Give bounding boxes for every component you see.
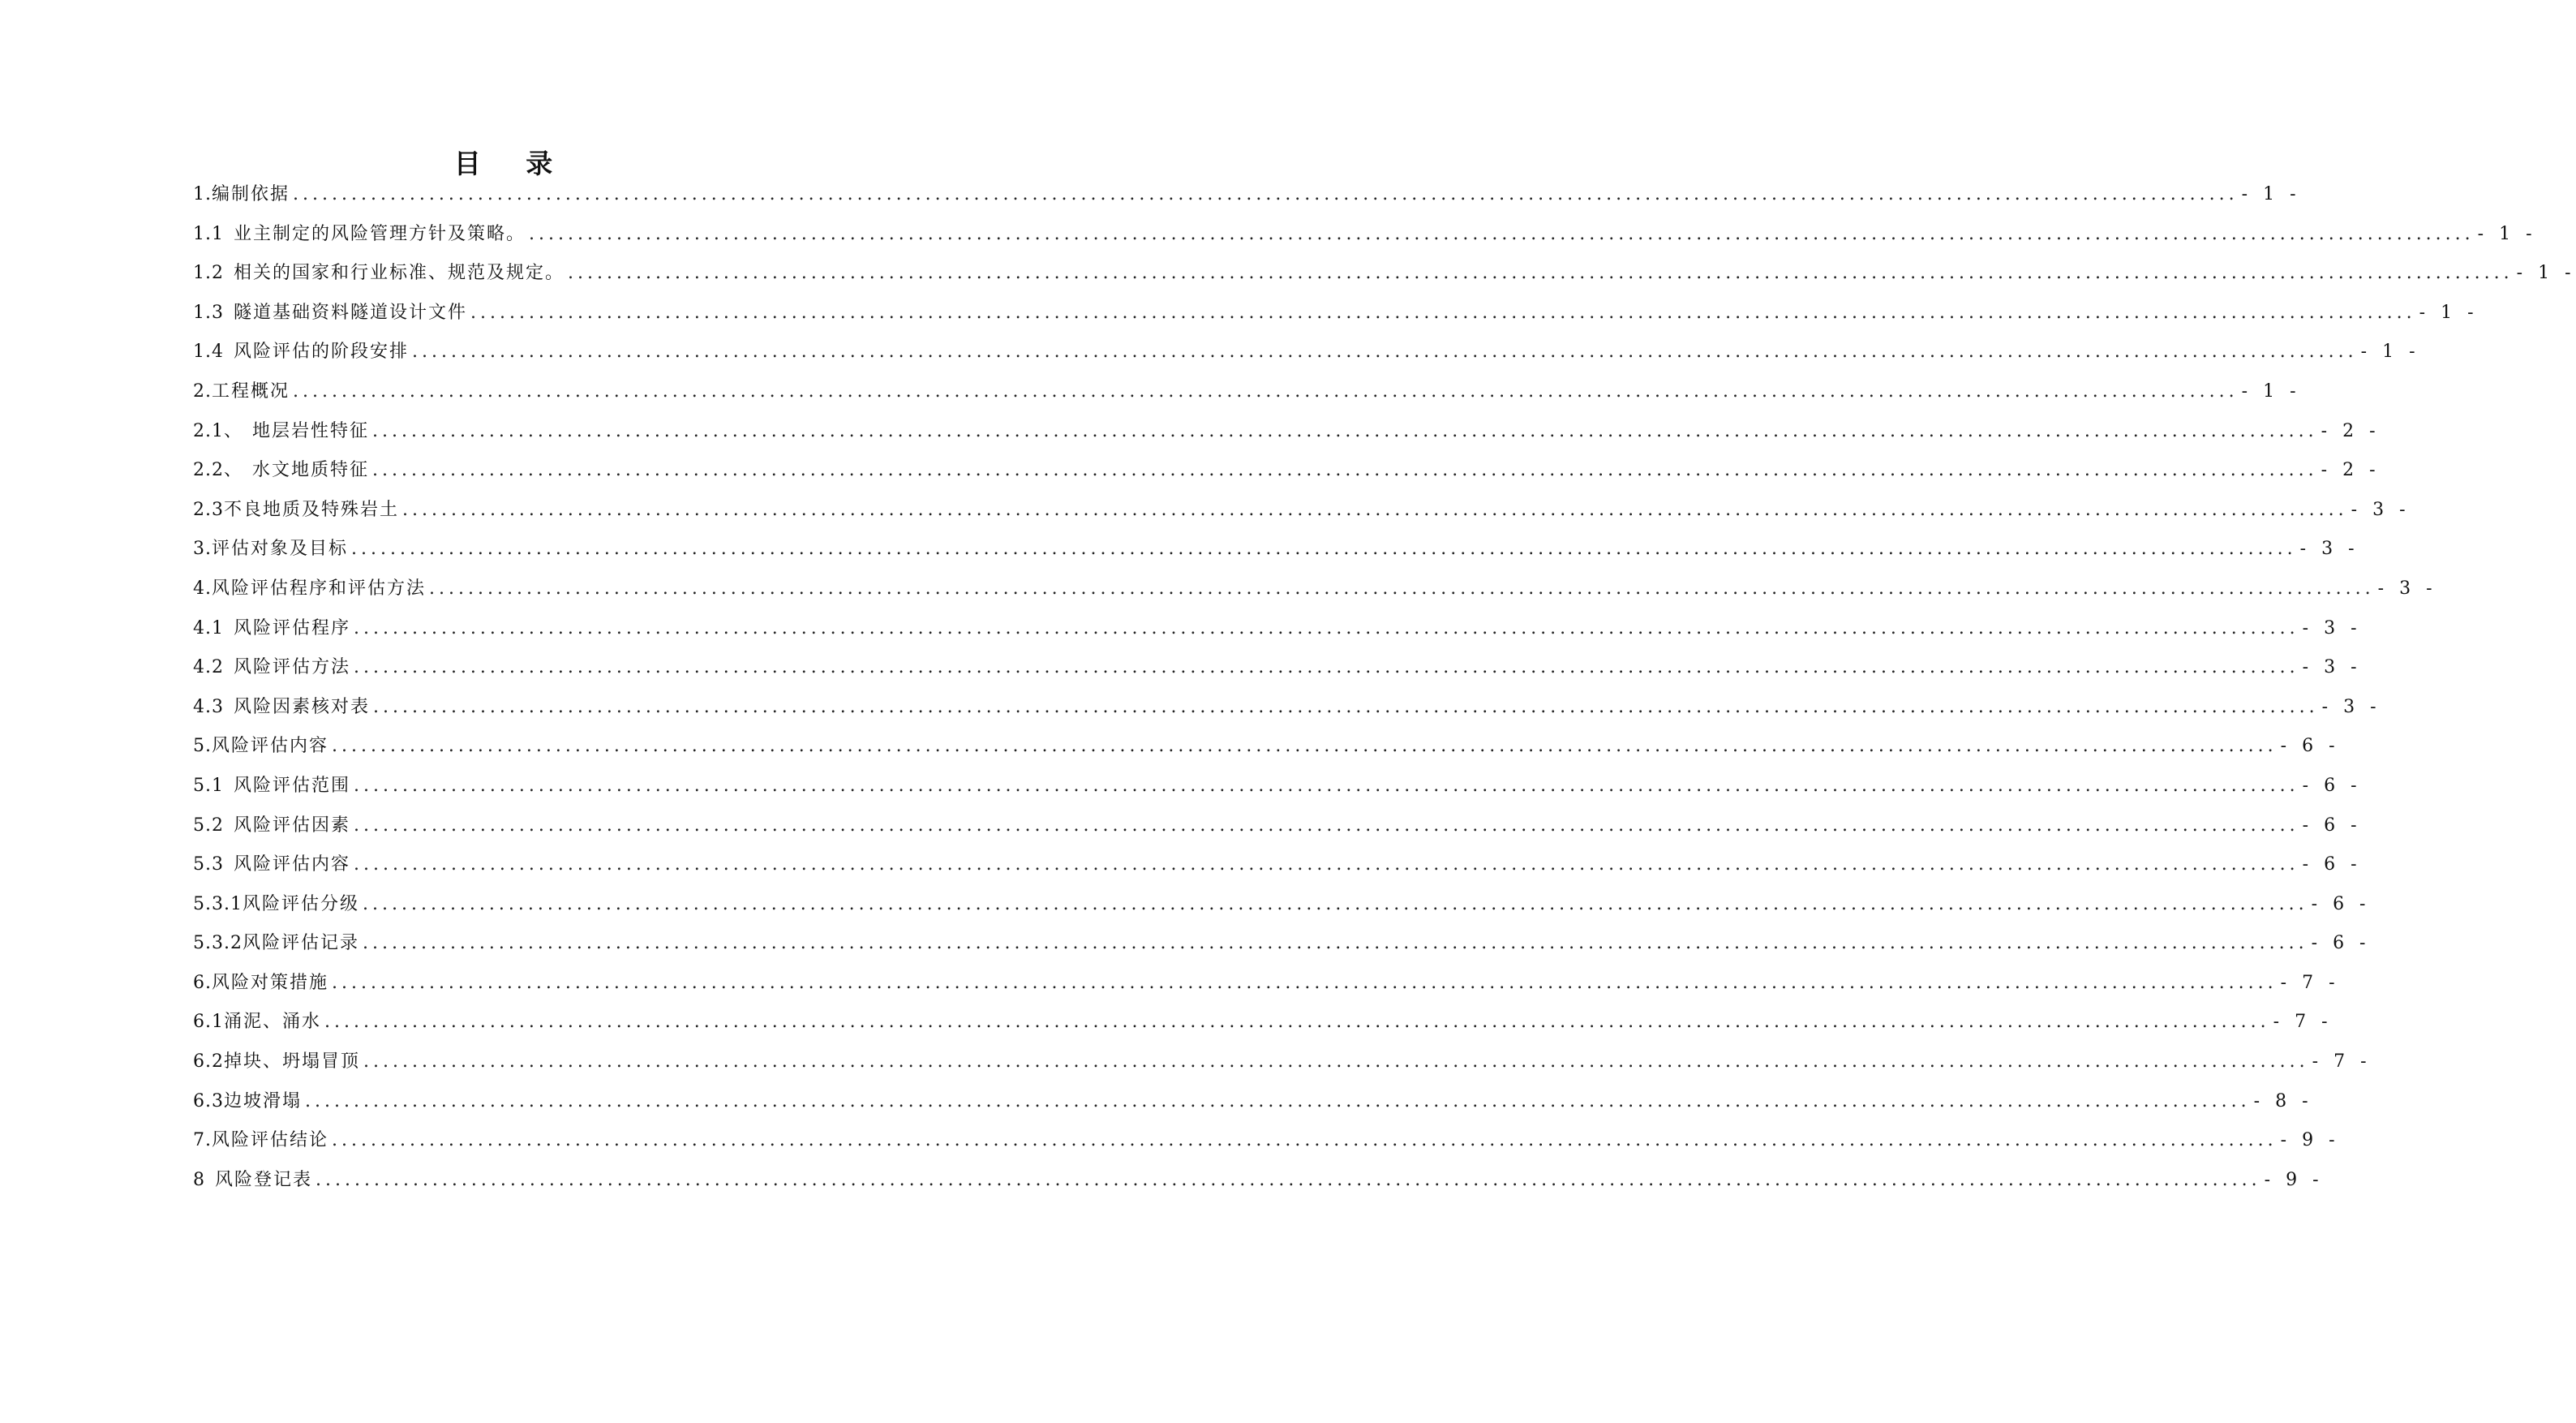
toc-dot-leader: ........................................................................................................................................................................................................ (372, 460, 2318, 481)
toc-entry[interactable] (193, 333, 2420, 372)
toc-entry-number: 1. (193, 184, 212, 204)
toc-entry-label: 风险评估结论 (212, 1130, 329, 1151)
toc-entry-label: 地层岩性特征 (252, 420, 370, 441)
toc-entry-label: 风险因素核对表 (234, 696, 371, 717)
toc-entry[interactable] (193, 1043, 2372, 1082)
toc-entry-page-number: - 9 - (2264, 1169, 2324, 1190)
toc-entry-number: 7. (193, 1130, 212, 1151)
toc-entry[interactable] (193, 175, 2301, 215)
toc-entry-label: 风险评估分级 (242, 893, 359, 914)
toc-entry[interactable] (193, 767, 2362, 806)
toc-entry-number: 6.3 (193, 1090, 224, 1111)
toc-dot-leader: ........................................................................................................................................................................................................ (332, 1130, 2278, 1151)
toc-entry-number: 1.3 (193, 302, 224, 323)
toc-entry-page-number: - 3 - (2299, 539, 2359, 560)
toc-entry-number: 4.2 (193, 657, 224, 678)
toc-dot-leader: ........................................................................................................................................................................................................ (363, 1051, 2309, 1073)
toc-entry-label: 水文地质特征 (252, 460, 370, 481)
toc-dot-leader: ........................................................................................................................................................................................................ (363, 893, 2308, 914)
toc-dot-leader: ........................................................................................................................................................................................................ (305, 1090, 2251, 1111)
toc-entry-page-number: - 7 - (2273, 1012, 2333, 1033)
toc-entry-page-number: - 1 - (2419, 302, 2479, 323)
toc-entry-page-number: - 6 - (2302, 815, 2362, 836)
toc-entry-number: 2. (193, 380, 212, 402)
toc-dot-leader: ........................................................................................................................................................................................................ (412, 342, 2358, 363)
toc-entry-label: 边坡滑塌 (224, 1090, 303, 1111)
toc-entry-page-number: - 1 - (2477, 223, 2537, 244)
toc-entry[interactable] (193, 648, 2362, 688)
toc-entry-number: 2.3 (193, 499, 224, 520)
toc-entry-label: 风险评估内容 (234, 854, 351, 875)
toc-dot-leader: ........................................................................................................................................................................................................ (529, 223, 2475, 244)
toc-entry[interactable] (193, 964, 2340, 1004)
toc-entry-label: 相关的国家和行业标准、规范及规定。 (234, 263, 565, 284)
toc-entry-number: 4.1 (193, 617, 224, 638)
toc-entry-label: 风险评估记录 (242, 933, 359, 954)
toc-entry[interactable] (193, 1003, 2333, 1043)
toc-entry-number: 4. (193, 578, 212, 599)
toc-entry-number: 6.1 (193, 1012, 224, 1033)
toc-dot-leader: ........................................................................................................................................................................................................ (354, 854, 2299, 875)
toc-entry-page-number: - 6 - (2302, 854, 2362, 875)
toc-entry-label: 业主制定的风险管理方针及策略。 (234, 223, 526, 244)
toc-entry[interactable] (193, 215, 2537, 255)
toc-dot-leader: ........................................................................................................................................................................................................ (324, 1012, 2270, 1033)
toc-entry-label: 隧道基础资料隧道设计文件 (234, 302, 468, 323)
toc-entry-number: 6. (193, 972, 212, 993)
toc-entry-number: 6.2 (193, 1051, 224, 1073)
toc-dot-leader: ........................................................................................................................................................................................................ (402, 499, 2348, 520)
toc-entry[interactable] (193, 806, 2362, 846)
toc-entry-number: 5.1 (193, 775, 224, 796)
toc-entry-label: 评估对象及目标 (212, 539, 349, 560)
toc-entry-label: 不良地质及特殊岩土 (224, 499, 400, 520)
toc-entry[interactable] (193, 1082, 2313, 1122)
toc-entry[interactable] (193, 570, 2437, 609)
toc-entry-page-number: - 1 - (2360, 342, 2420, 363)
toc-dot-leader: ........................................................................................................................................................................................................ (354, 775, 2299, 796)
toc-entry-page-number: - 6 - (2311, 893, 2371, 914)
toc-entry[interactable] (193, 688, 2381, 728)
toc-entry-number: 5.3.1 (193, 893, 243, 914)
toc-entry-page-number: - 1 - (2241, 380, 2301, 402)
toc-entry-page-number: - 2 - (2321, 420, 2381, 441)
toc-entry-page-number: - 7 - (2312, 1051, 2372, 1073)
toc-entry-page-number: - 2 - (2321, 460, 2381, 481)
toc-entry[interactable] (193, 491, 2411, 531)
toc-entry[interactable] (193, 530, 2359, 570)
toc-entry-label: 风险评估的阶段安排 (234, 342, 410, 363)
toc-entry-number: 1.2 (193, 263, 224, 284)
toc-entry-page-number: - 6 - (2311, 933, 2371, 954)
toc-entry-number: 1.1 (193, 223, 224, 244)
toc-dot-leader: ........................................................................................................................................................................................................ (293, 380, 2239, 402)
toc-entry-page-number: - 3 - (2377, 578, 2437, 599)
toc-dot-leader: ........................................................................................................................................................................................................ (363, 933, 2308, 954)
toc-entry-label: 涌泥、涌水 (224, 1012, 322, 1033)
toc-entry-label: 风险评估内容 (212, 736, 329, 757)
toc-list (193, 175, 2576, 1200)
toc-entry-page-number: - 6 - (2280, 736, 2340, 757)
toc-dot-leader: ........................................................................................................................................................................................................ (568, 263, 2514, 284)
toc-entry[interactable] (193, 845, 2362, 885)
toc-entry-label: 工程概况 (212, 380, 290, 402)
toc-entry-label: 风险登记表 (215, 1169, 313, 1190)
toc-entry-page-number: - 1 - (2241, 184, 2301, 204)
toc-dot-leader: ........................................................................................................................................................................................................ (332, 736, 2278, 757)
toc-entry-label: 掉块、坍塌冒顶 (224, 1051, 361, 1073)
toc-entry[interactable] (193, 254, 2576, 294)
toc-entry-number: 1.4 (193, 342, 224, 363)
toc-entry-label: 编制依据 (212, 184, 290, 204)
toc-entry-page-number: - 3 - (2351, 499, 2411, 520)
toc-dot-leader: ........................................................................................................................................................................................................ (351, 539, 2297, 560)
toc-title: 目 录 (453, 148, 571, 180)
toc-dot-leader: ........................................................................................................................................................................................................ (373, 696, 2319, 717)
toc-entry-page-number: - 3 - (2321, 696, 2381, 717)
toc-entry[interactable] (193, 451, 2381, 491)
toc-entry[interactable] (193, 885, 2371, 925)
toc-entry[interactable] (193, 1121, 2340, 1161)
toc-entry-number: 2.1、 (193, 420, 243, 441)
toc-entry-label: 风险评估程序和评估方法 (212, 578, 427, 599)
toc-entry-label: 风险评估程序 (234, 617, 351, 638)
toc-entry-page-number: - 9 - (2280, 1130, 2340, 1151)
toc-entry-number: 5.3 (193, 854, 224, 875)
toc-entry[interactable] (193, 294, 2479, 333)
toc-dot-leader: ........................................................................................................................................................................................................ (429, 578, 2375, 599)
toc-entry[interactable] (193, 609, 2362, 649)
toc-entry-number: 5.2 (193, 815, 224, 836)
toc-entry-page-number: - 6 - (2302, 775, 2362, 796)
toc-entry-number: 2.2、 (193, 460, 243, 481)
toc-entry-page-number: - 8 - (2253, 1090, 2313, 1111)
toc-entry-label: 风险评估因素 (234, 815, 351, 836)
toc-entry-number: 5.3.2 (193, 933, 243, 954)
toc-entry-page-number: - 7 - (2280, 972, 2340, 993)
toc-dot-leader: ........................................................................................................................................................................................................ (470, 302, 2416, 323)
toc-entry-number: 8 (193, 1169, 205, 1190)
toc-entry-label: 风险对策措施 (212, 972, 329, 993)
toc-dot-leader: ........................................................................................................................................................................................................ (332, 972, 2278, 993)
toc-entry-number: 4.3 (193, 696, 224, 717)
toc-entry-label: 风险评估范围 (234, 775, 351, 796)
toc-entry[interactable] (193, 412, 2381, 452)
toc-entry-page-number: - 3 - (2302, 657, 2362, 678)
toc-entry-number: 5. (193, 736, 212, 757)
toc-dot-leader: ........................................................................................................................................................................................................ (293, 184, 2239, 204)
toc-dot-leader: ........................................................................................................................................................................................................ (354, 815, 2299, 836)
toc-entry[interactable] (193, 924, 2371, 964)
toc-entry-page-number: - 1 - (2516, 263, 2576, 284)
toc-entry[interactable] (193, 1161, 2324, 1201)
toc-dot-leader: ........................................................................................................................................................................................................ (372, 420, 2318, 441)
toc-entry[interactable] (193, 727, 2340, 767)
toc-dot-leader: ........................................................................................................................................................................................................ (354, 657, 2299, 678)
toc-entry-number: 3. (193, 539, 212, 560)
toc-entry-page-number: - 3 - (2302, 617, 2362, 638)
toc-entry[interactable] (193, 372, 2301, 412)
toc-dot-leader: ........................................................................................................................................................................................................ (354, 617, 2299, 638)
toc-dot-leader: ........................................................................................................................................................................................................ (316, 1169, 2261, 1190)
toc-entry-label: 风险评估方法 (234, 657, 351, 678)
